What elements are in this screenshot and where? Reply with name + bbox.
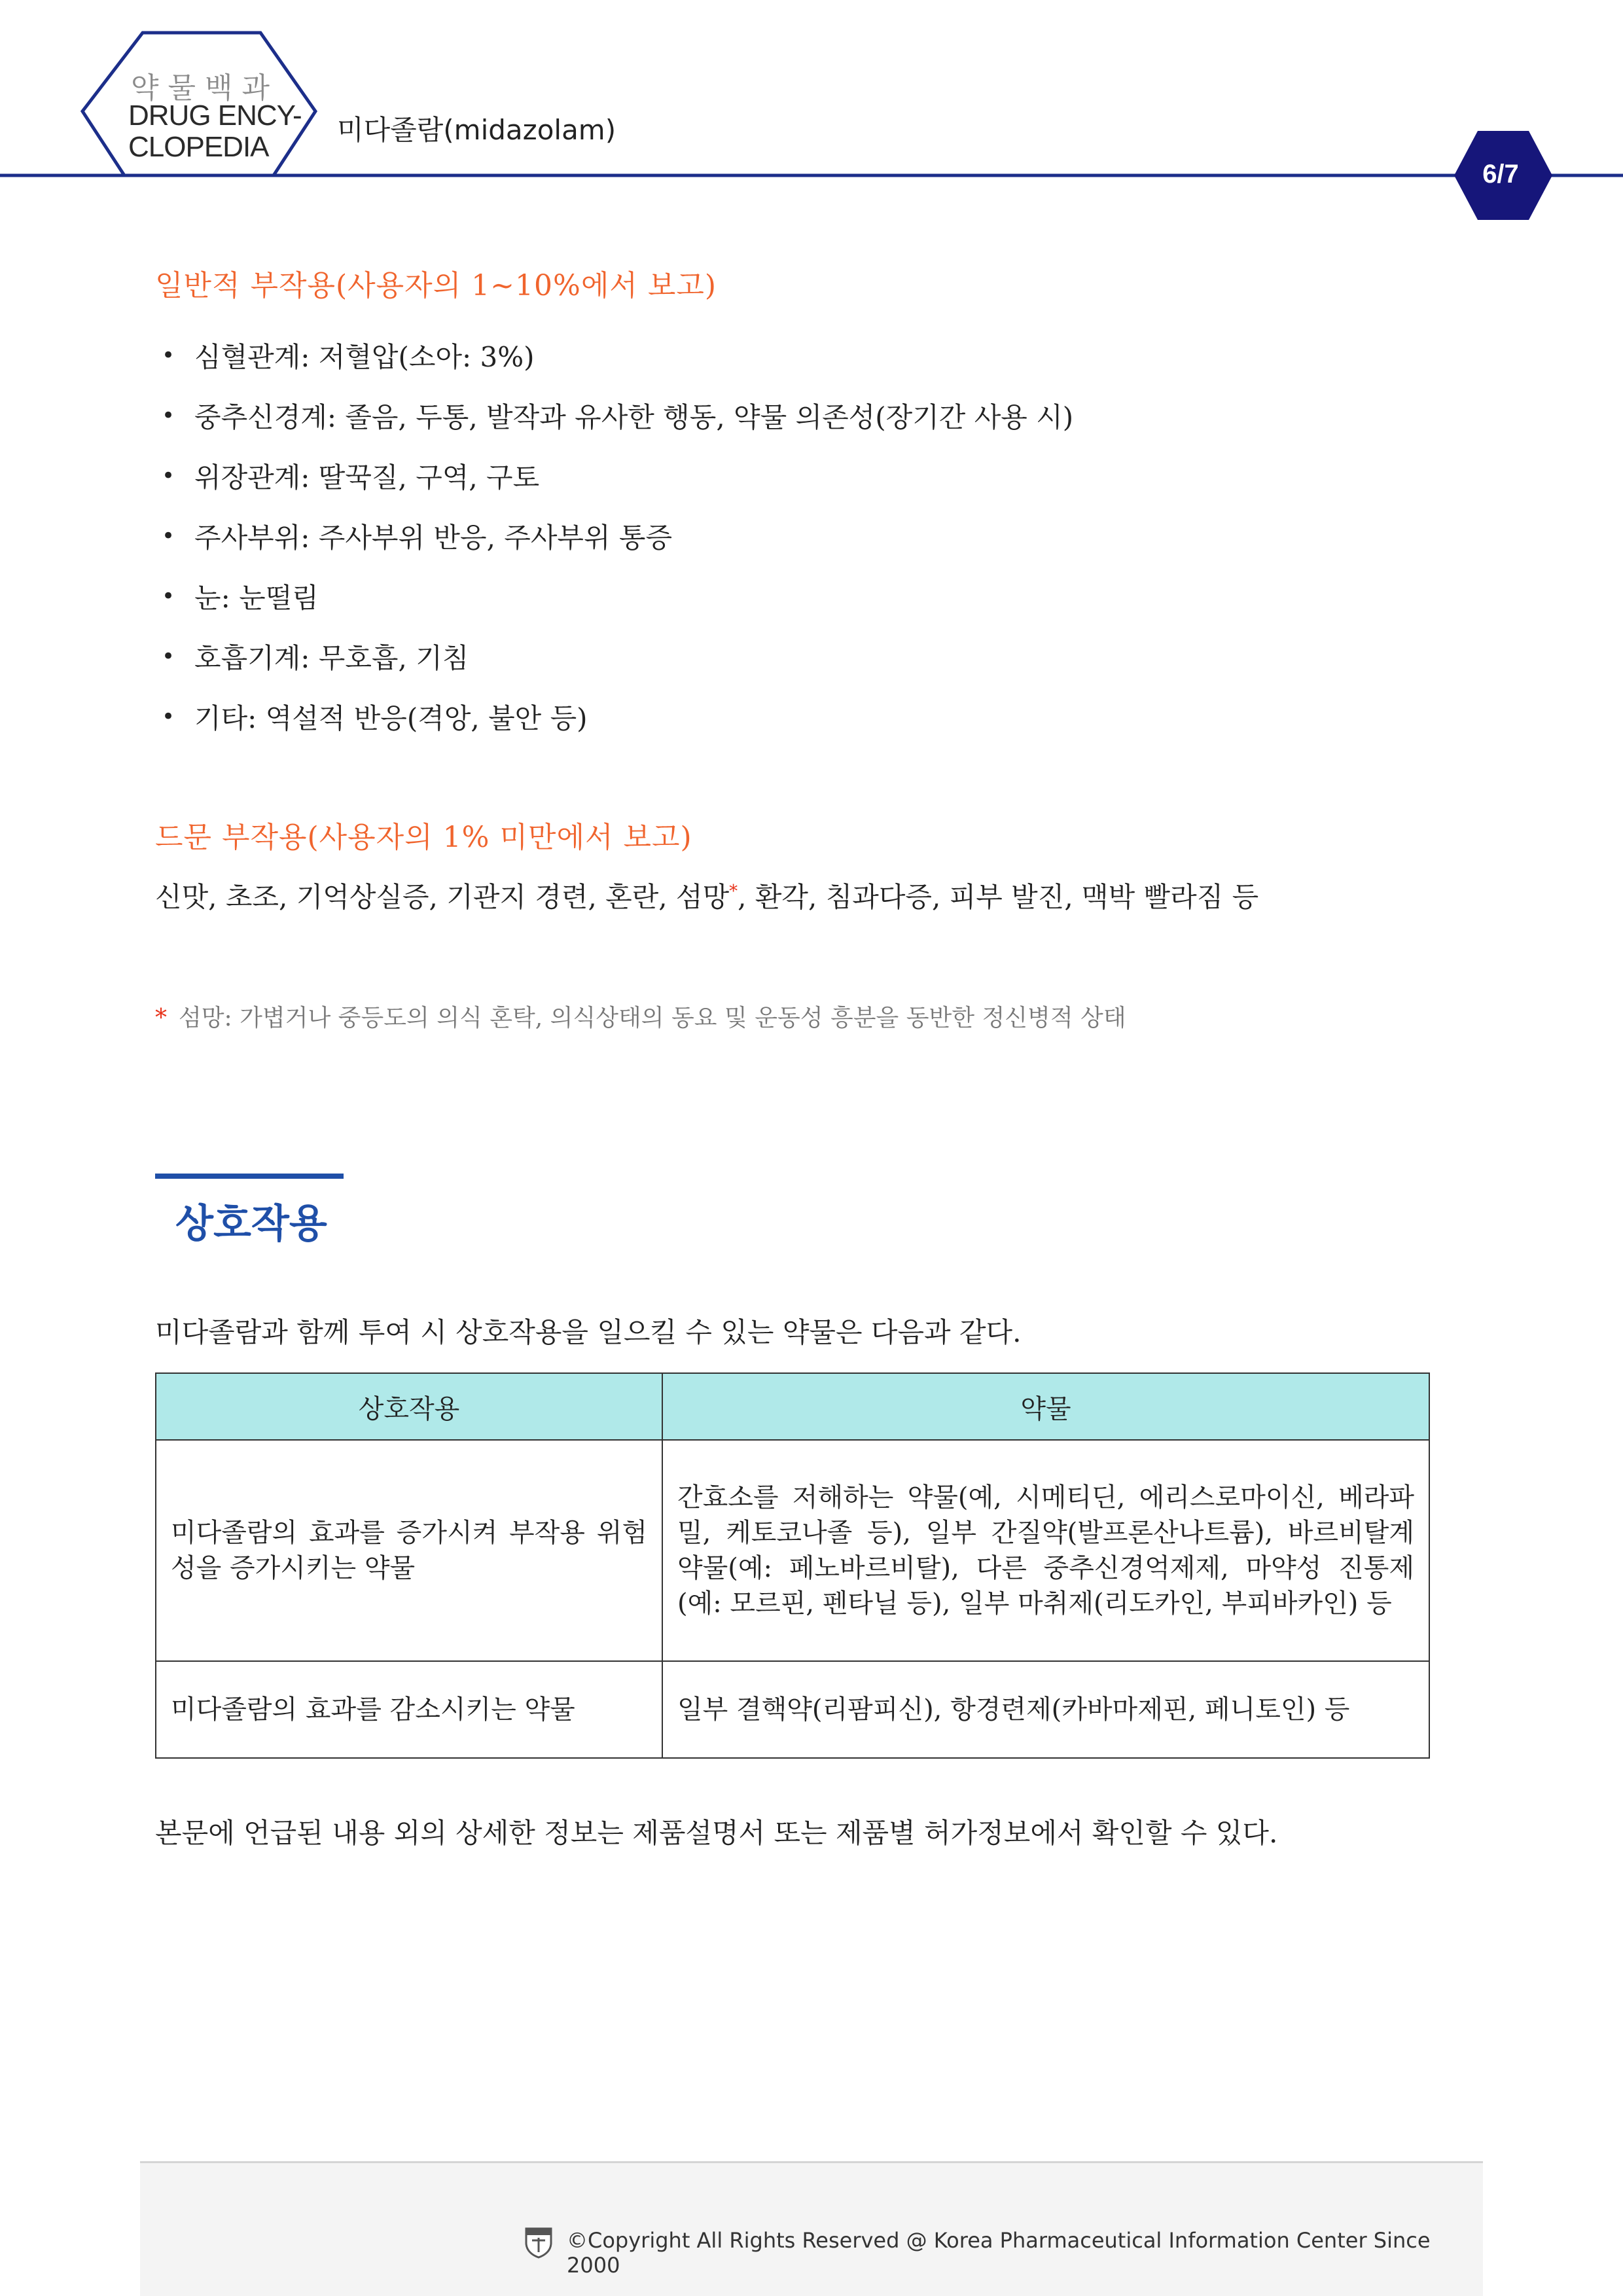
table-cell-effect: 미다졸람의 효과를 증가시켜 부작용 위험성을 증가시키는 약물 — [156, 1440, 662, 1661]
bullet-icon: • — [162, 523, 175, 549]
table-cell-drugs: 간효소를 저해하는 약물(예, 시메티딘, 에리스로마이신, 베라파밀, 케토코나졸 등), 일부 간질약(발프론산나트륨), 바르비탈계 약물(예: 페노바르비탈), 다른 중추신경억제제, 마약성 진통제(예: 모르핀, 펜타닐 등), 일부 마취제(리도카인, 부피바카인) 등 — [662, 1440, 1429, 1661]
document-title: 미다졸람(midazolam) — [337, 114, 616, 146]
logo-korean: 약물백과 — [131, 71, 279, 105]
table-row — [156, 1661, 1429, 1758]
rare-effects-heading: 드문 부작용(사용자의 1% 미만에서 보고) — [155, 821, 692, 854]
logo-english-line2: CLOPEDIA — [128, 131, 269, 163]
common-effects-list — [155, 325, 1073, 747]
table-cell-drugs: 일부 결핵약(리팜피신), 항경련제(카바마제핀, 페니토인) 등 — [662, 1661, 1429, 1758]
bullet-icon: • — [162, 704, 175, 730]
list-item: • 기타: 역설적 반응(격앙, 불안 등) — [155, 687, 1073, 747]
page-header — [0, 0, 1623, 229]
section-accent-bar — [155, 1174, 344, 1179]
bullet-icon: • — [162, 583, 175, 609]
page-number: 6/7 — [1482, 160, 1519, 188]
shield-icon — [524, 2226, 554, 2259]
bullet-icon: • — [162, 403, 175, 429]
footnote: * 섬망: 가볍거나 중등도의 의식 혼탁, 의식상태의 동요 및 운동성 흥분을 동반한 정신병적 상태 — [155, 1005, 1126, 1031]
column-header-drugs: 약물 — [662, 1373, 1429, 1440]
logo-english-line1: DRUG ENCY- — [128, 99, 302, 132]
list-item: • 위장관계: 딸꾹질, 구역, 구토 — [155, 446, 1073, 506]
table-cell-effect: 미다졸람의 효과를 감소시키는 약물 — [156, 1661, 662, 1758]
closing-note: 본문에 언급된 내용 외의 상세한 정보는 제품설명서 또는 제품별 허가정보에서 확인할 수 있다. — [155, 1817, 1278, 1849]
bullet-icon: • — [162, 643, 175, 670]
interactions-heading: 상호작용 — [175, 1201, 327, 1247]
copyright-text: ©Copyright All Rights Reserved @ Korea Pharmaceutical Information Center Since 2000 — [567, 2228, 1431, 2278]
table-header-row — [156, 1373, 1429, 1440]
list-item: • 중추신경계: 졸음, 두통, 발작과 유사한 행동, 약물 의존성(장기간 사용 시) — [155, 386, 1073, 446]
footnote-marker: * — [155, 1005, 167, 1031]
common-effects-heading: 일반적 부작용(사용자의 1~10%에서 보고) — [155, 269, 717, 302]
list-item: • 주사부위: 주사부위 반응, 주사부위 통증 — [155, 506, 1073, 566]
list-item: • 눈: 눈떨림 — [155, 566, 1073, 626]
interactions-intro: 미다졸람과 함께 투여 시 상호작용을 일으킬 수 있는 약물은 다음과 같다. — [155, 1316, 1022, 1348]
table-row — [156, 1440, 1429, 1661]
bullet-icon: • — [162, 463, 175, 489]
interactions-table — [155, 1372, 1430, 1759]
page-footer — [140, 2161, 1483, 2296]
list-item: • 호흡기계: 무호흡, 기침 — [155, 626, 1073, 687]
list-item: • 심혈관계: 저혈압(소아: 3%) — [155, 325, 1073, 386]
bullet-icon: • — [162, 342, 175, 368]
rare-effects-text: 신맛, 초조, 기억상실증, 기관지 경련, 혼란, 섬망*, 환각, 침과다증, 피부 발진, 맥박 빨라짐 등 — [155, 881, 1259, 913]
footnote-marker: * — [729, 882, 738, 901]
column-header-interaction: 상호작용 — [156, 1373, 662, 1440]
